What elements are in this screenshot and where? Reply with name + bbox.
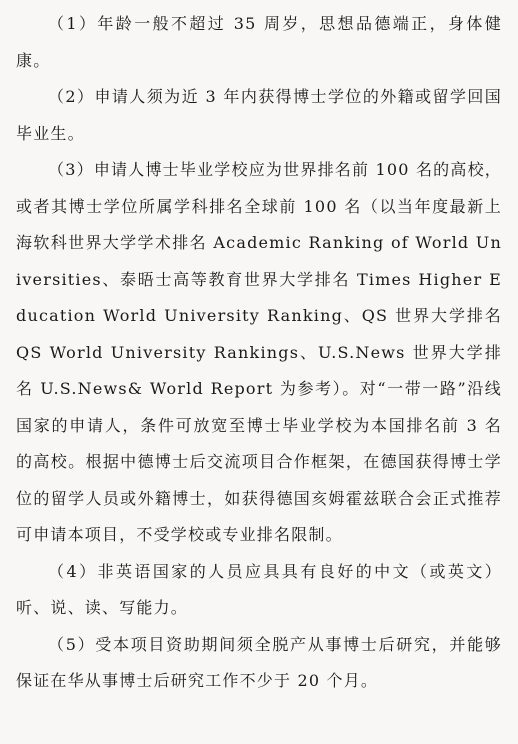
document-body <box>16 6 502 700</box>
paragraph-age-requirement: （1）年龄一般不超过 35 周岁，思想品德端正，身体健康。 <box>16 14 502 70</box>
paragraph-fulltime-requirement: （5）受本项目资助期间须全脱产从事博士后研究，并能够保证在华从事博士后研究工作不少于 20 个月。 <box>16 634 502 690</box>
paragraph-language-requirement: （4）非英语国家的人员应具具有良好的中文（或英文）听、说、读、写能力。 <box>16 561 502 617</box>
paragraph-university-ranking-requirement: （3）申请人博士毕业学校应为世界排名前 100 名的高校，或者其博士学位所属学科排名全球前 100 名（以当年度最新上海软科世界大学学术排名 Academic Ranking of World Universities、泰晤士高等教育世界大学排名 Times Higher Education World University Ranking、QS 世界大学排名 QS World University Rankings、U.S.News 世界大学排名 U.S.News& World Report 为参考）。对“一带一路”沿线国家的申请人，条件可放宽至博士毕业学校为本国排名前 3 名的高校。根据中德博士后交流项目合作框架，在德国获得博士学位的留学人员或外籍博士，如获得德国亥姆霍兹联合会正式推荐可申请本项目，不受学校或专业排名限制。 <box>16 160 502 544</box>
paragraph-degree-requirement: （2）申请人须为近 3 年内获得博士学位的外籍或留学回国毕业生。 <box>16 87 502 143</box>
